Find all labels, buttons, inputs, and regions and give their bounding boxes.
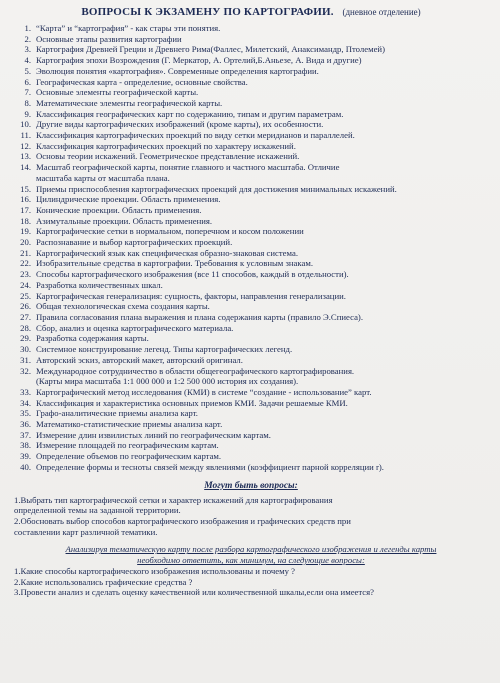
question-text: Авторский эскиз, авторский макет, авторский оригинал. xyxy=(36,354,243,365)
question-item xyxy=(10,269,492,280)
question-text: Математико-статистические приемы анализа карт. xyxy=(36,419,223,430)
question-item xyxy=(10,462,492,473)
question-text: Картографические сетки в нормальном, поперечном и косом положении xyxy=(36,226,304,237)
question-text: Приемы приспособления картографических проекций для достижения минимальных искажений. xyxy=(36,183,397,194)
question-item xyxy=(10,77,492,88)
question-text: Картографический язык как специфическая образно-знаковая система. xyxy=(36,247,298,258)
question-item xyxy=(10,98,492,109)
question-text: Определение формы и тесноты связей между явлениями (коэффициент парной корреляции r). xyxy=(36,461,384,472)
may-be-item: 1.Выбрать тип картографической сетки и характер искажений для картографирования определенной темы на заданной территории. xyxy=(14,494,333,516)
question-item xyxy=(10,44,492,55)
question-text: Географическая карта - определение, основные свойства. xyxy=(36,76,248,87)
question-item xyxy=(10,301,492,312)
question-number: 17. xyxy=(20,204,31,215)
question-item xyxy=(10,237,492,248)
question-text: Масштаб географической карты, понятие главного и частного масштаба. Отличие масштаба карты от масштаба плана. xyxy=(36,162,340,183)
question-item xyxy=(10,355,492,366)
question-text: Определение объемов по географическим картам. xyxy=(36,451,222,462)
question-number: 8. xyxy=(24,97,31,108)
question-number: 30. xyxy=(20,344,31,355)
question-item xyxy=(10,451,492,462)
question-item xyxy=(10,205,492,216)
page-title xyxy=(10,6,492,19)
question-number: 27. xyxy=(20,311,31,322)
question-number: 12. xyxy=(20,140,31,151)
question-item xyxy=(10,226,492,237)
question-item xyxy=(10,312,492,323)
question-number: 3. xyxy=(24,44,31,55)
question-text: Графо-аналитические приемы анализа карт. xyxy=(36,408,198,419)
analysis-questions-list xyxy=(10,566,492,598)
question-number: 9. xyxy=(24,108,31,119)
question-number: 7. xyxy=(24,87,31,98)
question-number: 32. xyxy=(20,365,31,376)
question-number: 29. xyxy=(20,333,31,344)
question-text: Классификация и характеристика основных приемов КМИ. Задачи решаемые КМИ. xyxy=(36,397,348,408)
question-text: Распознавание и выбор картографических проекций. xyxy=(36,237,233,248)
question-item xyxy=(10,440,492,451)
question-number: 16. xyxy=(20,194,31,205)
question-item xyxy=(10,34,492,45)
question-item xyxy=(10,184,492,195)
question-number: 15. xyxy=(20,183,31,194)
question-text: Эволюция понятия «картография». Современные определения картографии. xyxy=(36,65,319,76)
question-number: 38. xyxy=(20,440,31,451)
question-number: 25. xyxy=(20,290,31,301)
question-text: Разработка количественных шкал. xyxy=(36,279,163,290)
question-number: 28. xyxy=(20,322,31,333)
question-text: Картография эпохи Возрождения (Г. Меркатор, А. Ортелий,Б.Аньезе, А. Вида и другие) xyxy=(36,55,362,66)
question-item xyxy=(10,119,492,130)
question-text: Международное сотрудничество в области общегеографического картографирования. (Карты мира масштаба 1:1 000 000 и 1:2 500 000 история их создания). xyxy=(36,365,355,387)
analysis-question: 2.Какие использовались графические средства ? xyxy=(14,576,193,587)
department-note: (дневное отделение) xyxy=(342,7,421,17)
question-text: Картографический метод исследования (КМИ) в системе “создание - использование” карт. xyxy=(36,386,372,397)
question-text: Азимутальные проекции. Область применения. xyxy=(36,215,213,226)
question-number: 11. xyxy=(20,130,31,141)
question-text: Классификация картографических проекций по характеру искажений. xyxy=(36,140,296,151)
question-number: 39. xyxy=(20,451,31,462)
question-text: Основные элементы географической карты. xyxy=(36,87,199,98)
question-item xyxy=(10,419,492,430)
question-number: 19. xyxy=(20,226,31,237)
question-item xyxy=(10,333,492,344)
question-item xyxy=(10,55,492,66)
question-number: 35. xyxy=(20,408,31,419)
question-number: 5. xyxy=(24,65,31,76)
question-text: Измерение длин извилистых линий по географическим картам. xyxy=(36,429,271,440)
question-text: Классификация географических карт по содержанию, типам и другим параметрам. xyxy=(36,108,344,119)
question-text: Изобразительные средства в картографии. Требования к условным знакам. xyxy=(36,258,314,269)
question-number: 24. xyxy=(20,279,31,290)
questions-list xyxy=(10,23,492,473)
question-text: Правила согласования плана выражения и плана содержания карты (правило Э.Спиеса). xyxy=(36,311,363,322)
question-text: Цилиндрические проекции. Область применения. xyxy=(36,194,221,205)
question-item xyxy=(10,398,492,409)
question-number: 26. xyxy=(20,301,31,312)
title-text: ВОПРОСЫ К ЭКЗАМЕНУ ПО КАРТОГРАФИИ. xyxy=(81,6,334,18)
question-text: Основы теории искажений. Геометрическое представление искажений. xyxy=(36,151,300,162)
question-item xyxy=(10,23,492,34)
question-text: Картографическая генерализация: сущность, факторы, направления генерализации. xyxy=(36,290,346,301)
may-be-heading: Могут быть вопросы: xyxy=(204,480,298,491)
question-text: “Карта” и “картография” - как стары эти понятия. xyxy=(36,23,221,33)
question-item xyxy=(10,87,492,98)
question-number: 33. xyxy=(20,386,31,397)
question-text: Измерение площадей по географическим картам. xyxy=(36,440,219,451)
question-item xyxy=(10,258,492,269)
question-number: 23. xyxy=(20,269,31,280)
question-number: 13. xyxy=(20,151,31,162)
question-item xyxy=(10,162,492,183)
question-text: Математические элементы географической карты. xyxy=(36,97,223,108)
analysis-question: 1.Какие способы картографического изображения использованы и почему ? xyxy=(14,566,295,577)
question-text: Общая технологическая схема создания карты. xyxy=(36,301,210,312)
question-item xyxy=(10,408,492,419)
question-number: 1. xyxy=(24,23,31,33)
question-number: 34. xyxy=(20,397,31,408)
question-text: Способы картографического изображения (все 11 способов, каждый в отдельности). xyxy=(36,269,349,280)
question-number: 22. xyxy=(20,258,31,269)
question-item xyxy=(10,66,492,77)
question-number: 4. xyxy=(24,55,31,66)
question-text: Сбор, анализ и оценка картографического материала. xyxy=(36,322,234,333)
analysis-question: 3.Провести анализ и сделать оценку качественной или количественной шкалы,если она имеется? xyxy=(14,587,375,598)
question-item xyxy=(10,130,492,141)
question-item xyxy=(10,216,492,227)
question-text: Картография Древней Греции и Древнего Рима(Фаллес, Милетский, Анаксимандр, Птолемей) xyxy=(36,44,385,55)
question-number: 37. xyxy=(20,429,31,440)
question-item xyxy=(10,109,492,120)
question-number: 6. xyxy=(24,76,31,87)
question-item xyxy=(10,151,492,162)
question-number: 18. xyxy=(20,215,31,226)
question-item xyxy=(10,344,492,355)
question-number: 36. xyxy=(20,419,31,430)
question-number: 21. xyxy=(20,247,31,258)
question-item xyxy=(10,366,492,387)
question-item xyxy=(10,280,492,291)
question-number: 31. xyxy=(20,354,31,365)
may-be-list xyxy=(10,495,492,538)
question-number: 14. xyxy=(20,162,31,173)
question-item xyxy=(10,248,492,259)
question-number: 20. xyxy=(20,237,31,248)
question-item xyxy=(10,141,492,152)
question-text: Системное конструирование легенд. Типы картографических легенд. xyxy=(36,344,293,355)
question-item xyxy=(10,291,492,302)
analysis-heading: Анализируя тематическую карту после разбора картографического изображения и легенды карты необходимо ответить, как минимум, на следующие вопросы: xyxy=(65,544,437,565)
question-text: Основные этапы развития картографии xyxy=(36,33,182,44)
may-be-item: 2.Обосновать выбор способов картографического изображения и графических средств при составлении карт различной тематики. xyxy=(14,515,351,537)
question-item xyxy=(10,387,492,398)
question-item xyxy=(10,194,492,205)
question-number: 10. xyxy=(20,119,31,130)
question-number: 40. xyxy=(20,461,31,472)
question-text: Другие виды картографических изображений (кроме карты), их особенности. xyxy=(36,119,324,130)
question-text: Конические проекции. Область применения. xyxy=(36,204,202,215)
question-number: 2. xyxy=(24,33,31,44)
question-item xyxy=(10,430,492,441)
question-item xyxy=(10,323,492,334)
question-text: Разработка содержания карты. xyxy=(36,333,149,344)
question-text: Классификация картографических проекций по виду сетки меридианов и параллелей. xyxy=(36,130,355,141)
